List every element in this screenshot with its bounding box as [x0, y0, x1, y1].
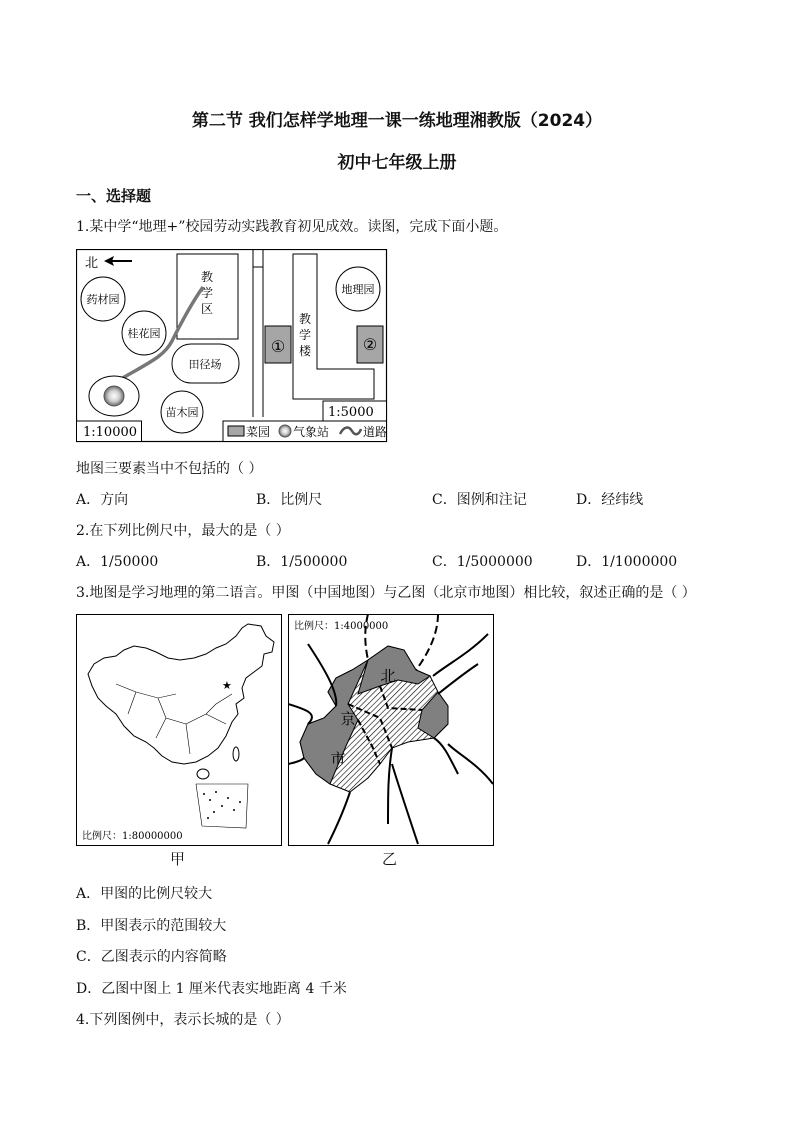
- track-field-label: 田径场: [188, 358, 222, 371]
- map-a-scale: 比例尺：1:80000000: [82, 831, 183, 842]
- title-line-2: 初中七年级上册: [337, 153, 457, 173]
- campus-map: [76, 249, 388, 443]
- teaching-building-label-2: 学: [298, 328, 312, 342]
- q2-option-a[interactable]: A．1/50000: [76, 554, 159, 570]
- question-4-stem: 4.下列图例中，表示长城的是（ ）: [76, 1012, 290, 1028]
- geo-garden-label: 地理园: [341, 283, 375, 296]
- capital-star-icon: ★: [222, 679, 232, 692]
- map-b-char-2: 京: [340, 710, 356, 728]
- teaching-area-label-3: 区: [200, 302, 214, 316]
- q2-option-c[interactable]: C．1/5000000: [432, 554, 533, 570]
- question-1-stem: 1.某中学“地理+”校园劳动实践教育初见成效。读图，完成下面小题。: [76, 219, 508, 235]
- map-a-caption: 甲: [170, 850, 186, 868]
- map-b-caption: 乙: [382, 850, 398, 868]
- map-b-char-3: 市: [330, 750, 346, 768]
- legend-veg-icon: [228, 426, 244, 436]
- scale-right: 1:5000: [328, 405, 374, 420]
- question-3-stem: 3.地图是学习地理的第二语言。甲图（中国地图）与乙图（北京市地图）相比较，叙述正确的是（ ）: [76, 585, 696, 601]
- china-map: [76, 614, 282, 846]
- legend-veg: 菜园: [246, 425, 271, 439]
- q3-option-a[interactable]: A．甲图的比例尺较大: [76, 886, 213, 902]
- q2-option-b[interactable]: B．1/500000: [256, 554, 348, 570]
- map-b-scale: 比例尺：1:4000000: [294, 621, 389, 632]
- north-label: 北: [85, 256, 99, 271]
- plot-1-label: ①: [270, 337, 286, 356]
- q3-option-d[interactable]: D．乙图中图上 1 厘米代表实地距离 4 千米: [76, 981, 347, 997]
- herb-garden-label: 药材园: [86, 293, 120, 306]
- q1-option-c[interactable]: C．图例和注记: [432, 492, 527, 508]
- title-line-1: 第二节 我们怎样学地理一课一练地理湘教版（2024）: [191, 111, 603, 131]
- beijing-map: [288, 614, 494, 846]
- scale-left: 1:10000: [83, 425, 138, 440]
- q2-option-d[interactable]: D．1/1000000: [576, 554, 678, 570]
- teaching-building-label-1: 教: [298, 312, 312, 326]
- legend-weather: 气象站: [293, 425, 330, 439]
- q1-option-b[interactable]: B．比例尺: [256, 492, 323, 508]
- q1-option-a[interactable]: A．方向: [76, 492, 129, 508]
- teaching-area-label-2: 学: [200, 286, 214, 300]
- legend-road: 道路: [363, 425, 388, 439]
- question-2-stem: 2.在下列比例尺中，最大的是（ ）: [76, 523, 290, 539]
- q3-option-c[interactable]: C．乙图表示的内容简略: [76, 949, 227, 965]
- nursery-label: 苗木园: [165, 406, 199, 419]
- q1-option-d[interactable]: D．经纬线: [576, 492, 644, 508]
- plot-2-label: ②: [362, 335, 378, 354]
- legend-weather-icon: [279, 425, 291, 437]
- question-1-sub: 地图三要素当中不包括的（ ）: [76, 461, 263, 477]
- map-b-char-1: 北: [380, 667, 396, 685]
- weather-station-icon: [104, 386, 124, 406]
- osmanthus-garden-label: 桂花园: [127, 327, 161, 340]
- section-heading: 一、选择题: [76, 187, 152, 205]
- q3-option-b[interactable]: B．甲图表示的范围较大: [76, 918, 227, 934]
- teaching-area-label-1: 教: [200, 270, 214, 284]
- teaching-building-label-3: 楼: [298, 344, 312, 358]
